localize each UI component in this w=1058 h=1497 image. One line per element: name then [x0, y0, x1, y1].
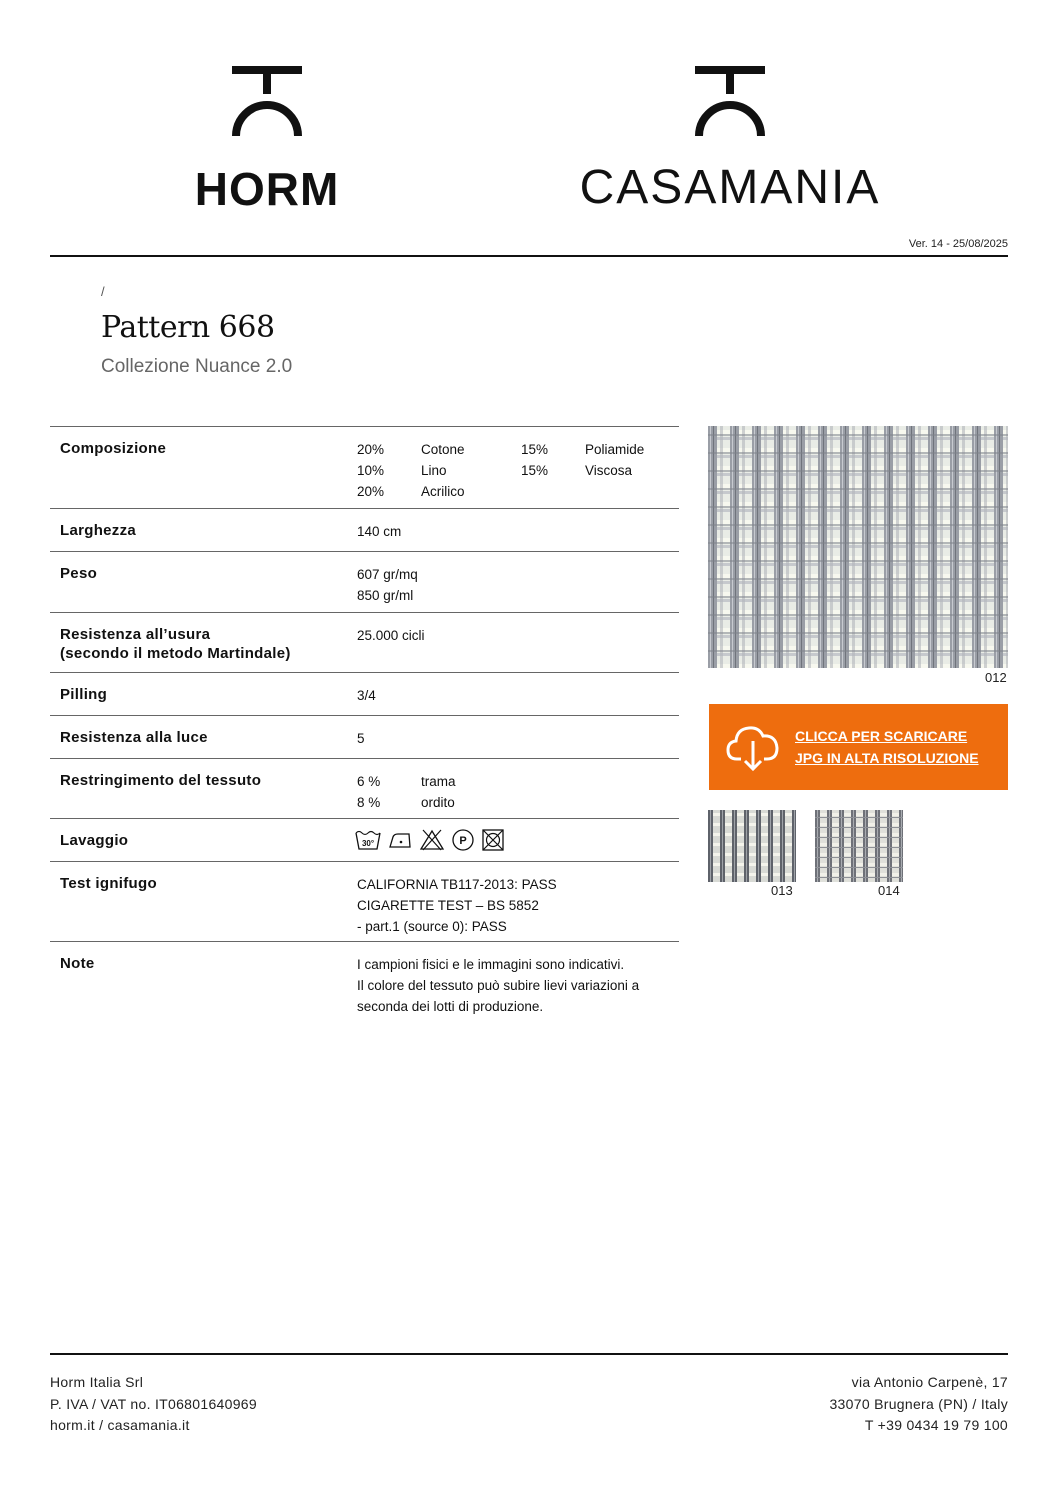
footer-phone: T +39 0434 19 79 100 [864, 1417, 1008, 1433]
casamania-wordmark: CASAMANIA [579, 161, 881, 214]
cloud-download-icon [726, 721, 780, 773]
spec-row-note [50, 942, 679, 1022]
swatch-code-014: 014 [878, 883, 900, 898]
page-title: Pattern 668 [101, 310, 275, 345]
composition-pct-col1: 20% 10% 20% [357, 442, 385, 499]
care-symbols [355, 828, 505, 852]
spec-row-resistenza-luce [50, 716, 679, 759]
spec-row-composizione [50, 427, 679, 509]
spec-label: Composizione [60, 440, 167, 457]
spec-label: Peso [60, 565, 98, 582]
spec-label: Pilling [60, 686, 108, 703]
footer-company [50, 1372, 257, 1437]
horm-wordmark: HORM [194, 163, 340, 215]
dry-clean-letter: P [459, 835, 467, 847]
iron-low-icon [387, 828, 413, 852]
spec-row-lavaggio [50, 819, 679, 862]
horm-logo [160, 66, 374, 215]
spec-label: Note [60, 955, 95, 972]
shrink-pct: 6 % 8 % [357, 774, 381, 810]
swatch-code-013: 013 [771, 883, 793, 898]
no-tumble-dry-icon [481, 828, 505, 852]
spec-label: Lavaggio [60, 832, 129, 849]
spec-table [50, 426, 679, 1022]
title-slash: / [101, 284, 105, 299]
composition-pct-col2: 15% 15% [521, 442, 549, 478]
spec-label: Resistenza alla luce [60, 729, 208, 746]
wash-temp-text: 30° [361, 839, 375, 848]
download-hires-button[interactable] [709, 704, 1008, 790]
footer-websites[interactable]: horm.it / casamania.it [50, 1417, 190, 1433]
casamania-logo [560, 66, 900, 212]
footer-city: 33070 Brugnera (PN) / Italy [829, 1395, 1008, 1412]
casamania-mark-icon [695, 66, 765, 136]
footer-vat: P. IVA / VAT no. IT06801640969 [50, 1395, 257, 1412]
composition-material-col2: Poliamide Viscosa [585, 442, 645, 478]
fabric-swatch-014[interactable] [815, 810, 903, 882]
spec-label: Restringimento del tessuto [60, 772, 262, 789]
horm-mark-icon [232, 66, 302, 136]
footer-divider [50, 1353, 1008, 1355]
dry-clean-p-icon [451, 828, 475, 852]
header-divider [50, 255, 1008, 257]
footer-company-name: Horm Italia Srl [50, 1374, 144, 1390]
swatch-code-012: 012 [985, 670, 1007, 685]
spec-value: 25.000 cicli [357, 628, 425, 643]
spec-value: CALIFORNIA TB117-2013: PASS CIGARETTE TEST – BS 5852 - part.1 (source 0): PASS [357, 877, 557, 934]
spec-row-pilling [50, 673, 679, 716]
footer-street: via Antonio Carpenè, 17 [851, 1374, 1008, 1390]
spec-row-larghezza [50, 509, 679, 552]
spec-value: I campioni fisici e le immagini sono indicativi. Il colore del tessuto può subire lievi variazioni a seconda dei lotti di produzione. [357, 957, 640, 1014]
fabric-swatch-013[interactable] [708, 810, 796, 882]
spec-row-peso [50, 552, 679, 613]
spec-value: 3/4 [357, 688, 376, 703]
shrink-direction: trama ordito [421, 774, 456, 810]
wash-30-icon [355, 828, 381, 852]
fabric-swatch-012[interactable] [708, 426, 1008, 668]
download-label: CLICCA PER SCARICARE JPG IN ALTA RISOLUZIONE [795, 728, 979, 766]
version-label: Ver. 14 - 25/08/2025 [908, 238, 1008, 250]
spec-row-test-ignifugo [50, 862, 679, 942]
spec-label: Resistenza all’usura (secondo il metodo Martindale) [60, 626, 291, 662]
spec-label: Larghezza [60, 522, 137, 539]
spec-row-resistenza-usura [50, 613, 679, 673]
composition-material-col1: Cotone Lino Acrilico [421, 442, 465, 499]
footer-address [829, 1372, 1008, 1437]
spec-value: 140 cm [357, 524, 402, 539]
spec-value: 5 [357, 731, 365, 746]
spec-row-restringimento [50, 759, 679, 819]
spec-value: 607 gr/mq 850 gr/ml [357, 567, 418, 603]
spec-label: Test ignifugo [60, 875, 157, 892]
no-bleach-icon [419, 828, 445, 852]
page-subtitle: Collezione Nuance 2.0 [101, 356, 293, 377]
